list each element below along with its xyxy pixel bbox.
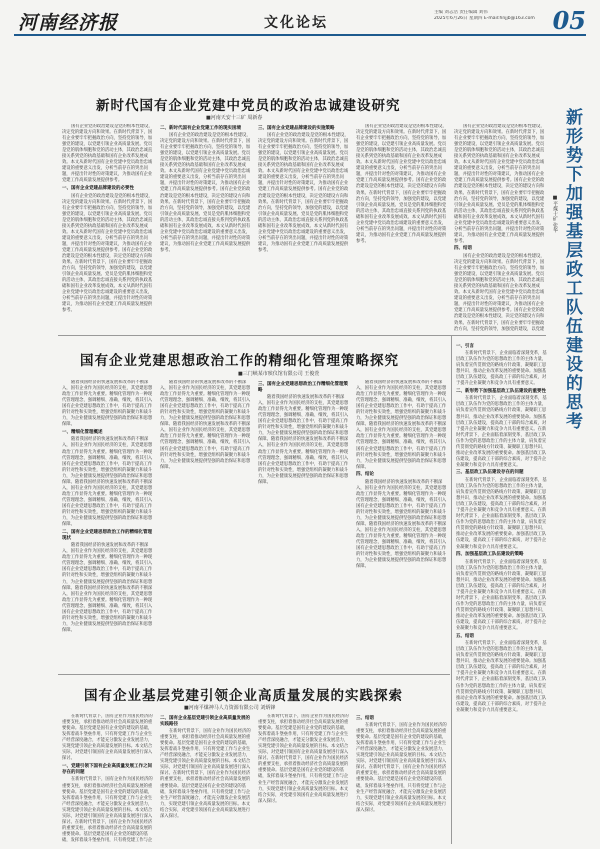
article3-byline: ■河南平煤神马人力资源有限公司 刘炳锋: [184, 705, 276, 711]
issue-info-date: 2025年6月26日 星期四 E-mail:hnjjb@163.com: [434, 16, 535, 21]
article1-col5: [454, 124, 546, 332]
article1-headline: 新时代国有企业党建中党员的政治忠诚建设研究: [96, 98, 401, 114]
masthead: [14, 8, 586, 36]
article2-body-filler: 随着我国经济的快速发展和改革的不断深入，国有企业作为国民经济的支柱，其党建思想政治工作显得尤为重要。精细化管理作为一种现代管理理念，强调精细、准确、细致，将其引入国有企业党建思想政治工作中，有助于提高工作的针对性和实效性，增强党组织的凝聚力和战斗力，为企业健康发展提供坚强的政治保证和思想保障。随着我国经济的快速发展和改革的不断深入，国有企业作为国民经济的支柱，其党建思想政治工作显得尤为重要。精细化管理作为一种现代管理理念，强调精细、准确、细致，将其引入国有企业党建思想政治工作中，有助于提高工作的针对性和实效性，增强党组织的凝聚力和战斗力，为企业健康发展提供坚强的政治保证和思想保障。: [258, 395, 349, 485]
article1-body-filler: 国有企业党的政治建设是党的根本性建设，决定党的建设方向和效果。在新时代背景下，国有企业要牢牢把握政治方向，坚持党的领导，加强党的建设，以党建引领企业高质量发展。党员是党的肌体细胞和党的活动主体，其政治忠诚直接关系到党的执政基础和国有企业改革发展成效。本文从新时代国有企业党建中党员政治忠诚建设的重要意义出发，分析当前存在的突出问题，并提出针对性的对策建议，为推动国有企业党建工作高质量发展提供参考。国有企业党的政治建设是党的根本性建设，决定党的建设方向和效果。在新时代背景下，国有企业要牢牢把握政治方向，坚持党的领导，加强党的建设，以党建引领企业高质量发展。党员是党的肌体细胞和党的活动主体，其政治忠诚直接关系到党的执政基础和国有企业改革发展成效。本文从新时代国有企业党建中党员政治忠诚建设的重要意义出发，分析当前存在的突出问题，并提出针对性的对策建议，为推动国有企业党建工作高质量发展提供参考。: [62, 193, 153, 314]
article3-col1: [62, 714, 154, 842]
article3-body-filler: 在新时代背景下，国有企业作为国民经济的重要支柱，承担着推动经济社会高质量发展的重要使命。基层党建是国有企业党的建设的基础，发挥着战斗堡垒作用，只有将党建工作与企业生产经营深度融合，才能充分激发企业发展活力，实现党建引领企业高质量发展的目标。本文结合实际，对党建引领国有企业高质量发展进行深入探讨。在新时代背景下，国有企业作为国民经济的重要支柱，承担着推动经济社会高质量发展的重要使命。基层党建是国有企业党的建设的基础，发挥着战斗堡垒作用，只有将党建工作与企业生产经营深度融合，才能充分激发企业发展活力，实现党建引领企业高质量发展的目标。本文结合实际，对党建引领国有企业高质量发展进行深入探讨。: [160, 729, 251, 819]
article3-body: 在新时代背景下，国有企业作为国民经济的重要支柱，承担着推动经济社会高质量发展的重要使命。基层党建是国有企业党的建设的基础，发挥着战斗堡垒作用，只有将党建工作与企业生产经营深度融合，才能充分激发企业发展活力，实现党建引领企业高质量发展的目标。本文结合实际，对党建引领国有企业高质量发展进行深入探讨。: [62, 714, 153, 762]
article4-body-filler: 在新时代背景下，企业面临着深刻变革，基层政工队伍作为党的思想政治工作的主体力量，肩负着宣传贯彻党的路线方针政策、凝聚职工思想共识、推动企业改革发展的重要使命。加强基层政工队伍建设，提高政工干部的综合素质，对于提升企业凝聚力和竞争力具有重要意义。在新时代背景下，企业面临着深刻变革，基层政工队伍作为党的思想政治工作的主体力量，肩负着宣传贯彻党的路线方针政策、凝聚职工思想共识、推动企业改革发展的重要使命。加强基层政工队伍建设，提高政工干部的综合素质，对于提升企业凝聚力和竞争力具有重要意义。: [456, 641, 547, 713]
article3-body-filler: 在新时代背景下，国有企业作为国民经济的重要支柱，承担着推动经济社会高质量发展的重要使命。基层党建是国有企业党的建设的基础，发挥着战斗堡垒作用，只有将党建工作与企业生产经营深度融合，才能充分激发企业发展活力，实现党建引领企业高质量发展的目标。本文结合实际，对党建引领国有企业高质量发展进行深入探讨。在新时代背景下，国有企业作为国民经济的重要支柱，承担着推动经济社会高质量发展的重要使命。基层党建是国有企业党的建设的基础，发挥着战斗堡垒作用，只有将党建工作与企: [62, 777, 153, 842]
article4-vertical-title: 新形势下加强基层政工队伍建设的思考: [562, 108, 582, 431]
article3-col4: [356, 714, 448, 842]
newspaper-logo: 河南经济报: [18, 12, 119, 34]
article2-body-filler: 随着我国经济的快速发展和改革的不断深入，国有企业作为国民经济的支柱，其党建思想政治工作显得尤为重要。精细化管理作为一种现代管理理念，强调精细、准确、细致，将其引入国有企业党建思想政治工作中，有助于提高工作的针对性和实效性，增强党组织的凝聚力和战斗力，为企业健康发展提供坚强的政治保证和思想保障。随着我国经济的快速发展和改革的不断深入，国有企业作为国民经济的支柱，其党建思想政治工作显得尤为重要。精细化管理作为一种现代管理理念，强调精细、准确、细致，将其引入国有企业党建思想政治工作中，有助于提高工作的针对性和实效性，增强党组织的凝聚力和战斗力，为企业健康发展提供坚强的政治保证和思想保障。: [356, 380, 447, 470]
article2-subhead-3: 三、国有企业党建思想政治工作精细化管理策略: [258, 381, 348, 393]
article3-body-filler: 在新时代背景下，国有企业作为国民经济的重要支柱，承担着推动经济社会高质量发展的重要使命。基层党建是国有企业党的建设的基础，发挥着战斗堡垒作用，只有将党建工作与企业生产经营深度融合，才能充分激发企业发展活力，实现党建引领企业高质量发展的目标。本文结合实际，对党建引领国有企业高质量发展进行深入探讨。在新时代背景下，国有企业作为国民经济的重要支柱，承担着推动经济社会高质量发展的重要使命。基层党建是国有企业党的建设的基础，发挥着战斗堡垒作用，只有将党建工作与企业生产经营深度融合，才能充分激发企业发展活力，实现党建引领企业高质量发展的目标。本文结合实际，对党建引领国有企业高质量发展进行深入探讨。: [356, 723, 447, 813]
article4-body: 在新时代背景下，企业面临着深刻变革，基层政工队伍作为党的思想政治工作的主体力量，肩负着宣传贯彻党的路线方针政策、凝聚职工思想共识、推动企业改革发展的重要使命。加强基层政工队伍建设，提高政工干部的综合素质，对于提升企业凝聚力和竞争力具有重要意义。: [456, 351, 547, 387]
article1-byline: ■河南天安十三矿 周新春: [206, 115, 263, 121]
article1-body-filler: 国有企业党的政治建设是党的根本性建设，决定党的建设方向和效果。在新时代背景下，国有企业要牢牢把握政治方向，坚持党的领导，加强党的建设，以党建引领企业高质量发展。党员是党的肌体细胞和党的活动主体，其政治忠诚直接关系到党的执政基础和国有企业改革发展成效。本文从新时代国有企业党建中党员政治忠诚建设的重要意义出发，分析当前存在的突出问题，并提出针对性的对策建议，为推动国有企业党建工作高质量发展提供参考。国有企业党的政治建设是党的根本性建设，决定党的建设方向和效果。在新时代背景下，国有企业要牢牢把握政治方向，坚持党的领导，加强党的建设，以党建引领企业高质量发展。党员是党的肌体细胞和党的活动主体，其政治忠诚直接关系到党的执政基础和国有企业改革发展成效。本文从新时代国有企业党建中党员政治忠诚建设的重要意义出发，分析当前存在的突出问题，并提出针对性的对策建议，为推动国有企业党建工作高质量发展提供参考。: [454, 124, 545, 244]
article4-subhead-4: 四、加强基层政工队伍建设的策略: [456, 552, 524, 558]
article1-col4: [356, 124, 448, 332]
article2-body-filler: 随着我国经济的快速发展和改革的不断深入，国有企业作为国民经济的支柱，其党建思想政治工作显得尤为重要。精细化管理作为一种现代管理理念，强调精细、准确、细致，将其引入国有企业党建思想政治工作中，有助于提高工作的针对性和实效性，增强党组织的凝聚力和战斗力，为企业健康发展提供坚强的政治保证和思想保障。随着我国经济的快速发展和改革的不断深入，国有企业作为国民经济的支柱，其党建思想政治工作显得尤为重要。精细化管理作为一种现代管理理念，强调精细、准确、细致，将其引入国有企业党建思想政治工作中，有助于提高工作的针对性和实效性，增强党组织的凝聚力和战斗力，为企业健康发展提供坚强的政治保证和思想保障。: [160, 380, 251, 470]
article4-byline: ■平煤十矿 张华: [552, 195, 558, 233]
article1-subhead-3: 三、国有企业党建品牌建设的实施策略: [258, 125, 335, 131]
article1-subhead-2: 二、新时代国有企业党建工作的现实困境: [160, 125, 241, 131]
article2-body-filler: 随着我国经济的快速发展和改革的不断深入，国有企业作为国民经济的支柱，其党建思想政治工作显得尤为重要。精细化管理作为一种现代管理理念，强调精细、准确、细致，将其引入国有企业党建思想政治工作中，有助于提高工作的针对性和实效性，增强党组织的凝聚力和战斗力，为企业健康发展提供坚强的政治保证和思想保障。随着我国经济的快速发展和改革的不断深入，国有企业作为国民经济的支柱，其党建思想政治工作显得尤为重要。精细化管理作为一种现代管理理念，强调精细、准确、细致，将其引入国有企业党建思想政治工作中，有助于提高工作的针对性和实效性，增强党组织的凝聚力和战斗力，为企业健康发展提供坚强的政治保证和思想保障。: [62, 543, 153, 633]
article3-col2: [160, 714, 252, 842]
article2-col1: [62, 380, 154, 670]
article3-col3: [258, 714, 350, 842]
divider-vertical: [451, 336, 452, 844]
divider: [58, 674, 450, 675]
article4-subhead-3: 三、基层政工队伍建设存在的问题: [456, 470, 524, 476]
article4-body-filler: 在新时代背景下，企业面临着深刻变革，基层政工队伍作为党的思想政治工作的主体力量，肩负着宣传贯彻党的路线方针政策、凝聚职工思想共识、推动企业改革发展的重要使命。加强基层政工队伍建设，提高政工干部的综合素质，对于提升企业凝聚力和竞争力具有重要意义。在新时代背景下，企业面临着深刻变革，基层政工队伍作为党的思想政治工作的主体力量，肩负着宣传贯彻党的路线方针政策、凝聚职工思想共识、推动企业改革发展的重要使命。加强基层政工队伍建设，提高政工干部的综合素质，对于提升企业凝聚力和竞争力具有重要意义。: [456, 477, 547, 550]
article2-subhead-2: 二、国有企业党建思想政治工作的精细化管理现状: [62, 529, 152, 541]
article1-body-filler: 国有企业党的政治建设是党的根本性建设，决定党的建设方向和效果。在新时代背景下，国有企业要牢牢把握政治方向，坚持党的领导，加强党的建设，以党建引领企业高质量发展。党员是党的肌体细胞和党的活动主体，其政治忠诚直接关系到党的执政基础和国有企业改革发展成效。本文从新时代国有企业党建中党员政治忠诚建设的重要意义出发，分析当前存在的突出问题，并提出针对性的对策建议，为推动国有企业党建工作高质量发展提供参考。国有企业党的政治建设是党的根本性建设，决定党的建设方向和效果。在新时代背景下，国有企业要牢牢把握政治方向，坚持党的领导，加强党的建设，以党建引领企业高质量发展。党员是党的肌体细胞和党的活动主体，其政治忠诚直接关系到党的执政基础和国有企业改革发展成效。本文从新时代国有企业党建中党员政治忠诚建设的重要意义出发，分析当前存在的突出问题，并提出针对性的对策建议，为推动国有企业党建工作高质量发展提供参考。: [258, 133, 349, 253]
article2-body-filler: 随着我国经济的快速发展和改革的不断深入，国有企业作为国民经济的支柱，其党建思想政治工作显得尤为重要。精细化管理作为一种现代管理理念，强调精细、准确、细致，将其引入国有企业党建思想政治工作中，有助于提高工作的针对性和实效性，增强党组织的凝聚力和战斗力，为企业健康发展提供坚强的政治保证和思想保障。随着我国经济的快速发展和改革的不断深入，国有企业作为国民经济的支柱，其党建思想政治工作显得尤为重要。精细化管理作为一种现代管理理念，强调精细、准确、细致，将其引入国有企业党建思想政治工作中，有助于提高工作的针对性和实效性，增强党组织的凝聚力和战斗力，为企业健康发展提供坚强的政治保证和思想保障。: [356, 479, 447, 570]
issue-info-editors: 主编 刘志浩 责任编辑 刘伟: [434, 10, 488, 15]
article4-subhead-2: 二、新形势下加强基层政工队伍建设的重要性: [456, 388, 546, 394]
article1-body-filler: 国有企业党的政治建设是党的根本性建设，决定党的建设方向和效果。在新时代背景下，国有企业要牢牢把握政治方向，坚持党的领导，加强党的建设，以党建引领企业高质量发展。党员是党的肌体细胞和党的活动主体，其政治忠诚直接关系到党的执政基础和国有企业改革发展成效。本文从新时代国有企业党建中党员政治忠诚建设的重要意义出发，分析当前存在的突出问题，并提出针对性的对策建议，为推动国有企业党建工作高质量发展提供参考。国有企业党的政治建设是党的根本性建设，决定党的建设方向和效果。在新时代背景下，国有企业要牢牢把握政治方向，坚持党的领导，加强党的建设，以党建引领企业高质量发展。党员是党的肌体细胞和党的活动主体，其政治忠诚直接关系到党的执政基础和国有企业改革发展成效。本文从新时代国有企业党建中党员政治忠诚建设的重要意义出发，分析当前存在的突出问题，并提出针对性的对策建议，为推动国有企业党建工作高质量发展提供参考。: [160, 133, 251, 253]
article1-subhead-1: 一、国有企业党建品牌建设的必要性: [62, 185, 134, 191]
article1-col1: [62, 124, 154, 332]
article2-col4: [356, 380, 448, 670]
page-number: 05: [552, 6, 586, 35]
article2-headline: 国有企业党建思想政治工作的精细化管理策略探究: [80, 353, 399, 369]
article4-subhead-1: 一、引言: [456, 343, 474, 349]
article3-subhead-1: 一、党建引领下国有企业高质量发展工作之间存在的问题: [62, 763, 152, 775]
article2-subhead-1: 一、精细化管理概述: [62, 429, 103, 435]
article1-subhead-4: 四、结语: [454, 246, 472, 252]
article1-body-filler: 国有企业党的政治建设是党的根本性建设，决定党的建设方向和效果。在新时代背景下，国有企业要牢牢把握政治方向，坚持党的领导，加强党的建设，以党建引领企业高质量发展。党员是党的肌体细胞和党的活动主体，其政治忠诚直接关系到党的执政基础和国有企业改革发展成效。本文从新时代国有企业党建中党员政治忠诚建设的重要意义出发，分析当前存在的突出问题，并提出针对性的对策建议，为推动国有企业党建工作高质量发展提供参考。国有企业党的政治建设是党的根本性建设，决定党的建设方向和效果。在新时代背景下，国有企业要牢牢把握政治方向，坚持党的领导，加强党的建设，以党建: [454, 253, 545, 332]
article4-body-filler: 在新时代背景下，企业面临着深刻变革，基层政工队伍作为党的思想政治工作的主体力量，肩负着宣传贯彻党的路线方针政策、凝聚职工思想共识、推动企业改革发展的重要使命。加强基层政工队伍建设，提高政工干部的综合素质，对于提升企业凝聚力和竞争力具有重要意义。在新时代背景下，企业面临着深刻变革，基层政工队伍作为党的思想政治工作的主体力量，肩负着宣传贯彻党的路线方针政策、凝聚职工思想共识、推动企业改革发展的重要使命。加强基层政工队伍建设，提高政工干部的综合素质，对于提升企业凝聚力和竞争力具有重要意义。: [456, 559, 547, 632]
article3-subhead-2: 二、国有企业基层党建引领企业高质量发展的实践路径: [160, 715, 250, 727]
divider: [58, 335, 546, 336]
article1-col3: [258, 124, 350, 332]
article4-body-filler: 在新时代背景下，企业面临着深刻变革，基层政工队伍作为党的思想政治工作的主体力量，肩负着宣传贯彻党的路线方针政策、凝聚职工思想共识、推动企业改革发展的重要使命。加强基层政工队伍建设，提高政工干部的综合素质，对于提升企业凝聚力和竞争力具有重要意义。在新时代背景下，企业面临着深刻变革，基层政工队伍作为党的思想政治工作的主体力量，肩负着宣传贯彻党的路线方针政策、凝聚职工思想共识、推动企业改革发展的重要使命。加强基层政工队伍建设，提高政工干部的综合素质，对于提升企业凝聚力和竞争力具有重要意义。: [456, 396, 547, 468]
article2-body: 随着我国经济的快速发展和改革的不断深入，国有企业作为国民经济的支柱，其党建思想政治工作显得尤为重要。精细化管理作为一种现代管理理念，强调精细、准确、细致，将其引入国有企业党建思想政治工作中，有助于提高工作的针对性和实效性，增强党组织的凝聚力和战斗力，为企业健康发展提供坚强的政治保证和思想保障。: [62, 380, 153, 428]
section-title: 文化论坛: [264, 15, 328, 31]
article2-col2: [160, 380, 252, 670]
article3-subhead-3: 三、结语: [356, 715, 374, 721]
article1-body-filler: 国有企业党的政治建设是党的根本性建设，决定党的建设方向和效果。在新时代背景下，国有企业要牢牢把握政治方向，坚持党的领导，加强党的建设，以党建引领企业高质量发展。党员是党的肌体细胞和党的活动主体，其政治忠诚直接关系到党的执政基础和国有企业改革发展成效。本文从新时代国有企业党建中党员政治忠诚建设的重要意义出发，分析当前存在的突出问题，并提出针对性的对策建议，为推动国有企业党建工作高质量发展提供参考。国有企业党的政治建设是党的根本性建设，决定党的建设方向和效果。在新时代背景下，国有企业要牢牢把握政治方向，坚持党的领导，加强党的建设，以党建引领企业高质量发展。党员是党的肌体细胞和党的活动主体，其政治忠诚直接关系到党的执政基础和国有企业改革发展成效。本文从新时代国有企业党建中党员政治忠诚建设的重要意义出发，分析当前存在的突出问题，并提出针对性的对策建议，为推动国有企业党建工作高质量发展提供参考。: [356, 124, 447, 244]
article3-headline: 国有企业基层党建引领企业高质量发展的实践探索: [84, 688, 403, 704]
article2-byline: ■三门峡某市殡仪馆有限公司 王俊萱: [238, 371, 320, 377]
issue-info: [434, 10, 554, 22]
article4-col1: [456, 342, 548, 842]
article1-body: 国有企业党的政治建设是党的根本性建设，决定党的建设方向和效果。在新时代背景下，国有企业要牢牢把握政治方向，坚持党的领导，加强党的建设，以党建引领企业高质量发展。党员是党的肌体细胞和党的活动主体，其政治忠诚直接关系到党的执政基础和国有企业改革发展成效。本文从新时代国有企业党建中党员政治忠诚建设的重要意义出发，分析当前存在的突出问题，并提出针对性的对策建议，为推动国有企业党建工作高质量发展提供参考。: [62, 124, 153, 184]
article4-subhead-5: 五、结语: [456, 633, 474, 639]
article2-subhead-4: 四、结论: [356, 472, 374, 478]
article3-body-filler: 在新时代背景下，国有企业作为国民经济的重要支柱，承担着推动经济社会高质量发展的重要使命。基层党建是国有企业党的建设的基础，发挥着战斗堡垒作用，只有将党建工作与企业生产经营深度融合，才能充分激发企业发展活力，实现党建引领企业高质量发展的目标。本文结合实际，对党建引领国有企业高质量发展进行深入探讨。在新时代背景下，国有企业作为国民经济的重要支柱，承担着推动经济社会高质量发展的重要使命。基层党建是国有企业党的建设的基础，发挥着战斗堡垒作用，只有将党建工作与企业生产经营深度融合，才能充分激发企业发展活力，实现党建引领企业高质量发展的目标。本文结合实际，对党建引领国有企业高质量发展进行深入探讨。: [258, 714, 349, 804]
article2-body-filler: 随着我国经济的快速发展和改革的不断深入，国有企业作为国民经济的支柱，其党建思想政治工作显得尤为重要。精细化管理作为一种现代管理理念，强调精细、准确、细致，将其引入国有企业党建思想政治工作中，有助于提高工作的针对性和实效性，增强党组织的凝聚力和战斗力，为企业健康发展提供坚强的政治保证和思想保障。随着我国经济的快速发展和改革的不断深入，国有企业作为国民经济的支柱，其党建思想政治工作显得尤为重要。精细化管理作为一种现代管理理念，强调精细、准确、细致，将其引入国有企业党建思想政治工作中，有助于提高工作的针对性和实效性，增强党组织的凝聚力和战斗力，为企业健康发展提供坚强的政治保证和思想保障。: [62, 437, 153, 528]
article1-col2: [160, 124, 252, 332]
article2-col3: [258, 380, 350, 670]
